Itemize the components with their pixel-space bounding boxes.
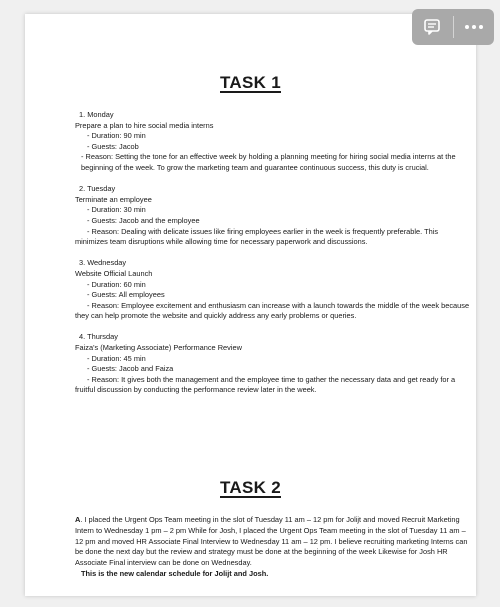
- day-1-reason: - Reason: Setting the tone for an effective week by holding a planning meeting for hiring social media interns at the beginning of the week. To grow the marketing team and guarantee continuous success, this duty is crucial.: [81, 152, 456, 172]
- day-2-number: 2. Tuesday: [79, 184, 116, 194]
- day-2-guests: - Guests: Jacob and the employee: [87, 215, 200, 225]
- day-3-duration: - Duration: 60 min: [87, 279, 146, 289]
- task2-paragraph-text: . I placed the Urgent Ops Team meeting in the slot of Tuesday 11 am – 12 pm for Jolijt and moved Recruit Marketing Intern to Wednesday 1 pm – 2 pm While for Josh, I placed the Urgent Ops Team meeting in the slot of Tuesday 11 am – 12 pm and moved HR Associate Final Interview to Wednesday 11 am – 12 pm. I believe recruiting marketing Interns can be done the next day but the review and strategy must be done at the beginning of the week Likewise for Josh HR Associate Final interview can be done on Wednesday.: [75, 515, 468, 568]
- day-4-duration: - Duration: 45 min: [87, 353, 146, 363]
- day-1-guests: - Guests: Jacob: [87, 141, 139, 151]
- day-2-title: Terminate an employee: [75, 194, 152, 204]
- day-1-title: Prepare a plan to hire social media interns: [75, 120, 214, 130]
- task2-closing: This is the new calendar schedule for Jolijt and Josh.: [81, 568, 269, 578]
- day-3-title: Website Official Launch: [75, 268, 153, 278]
- day-4-title: Faiza's (Marketing Associate) Performance Review: [75, 343, 242, 353]
- task1-heading: TASK 1: [220, 73, 281, 92]
- day-4-number: 4. Thursday: [79, 332, 118, 342]
- day-4-reason: - Reason: It gives both the management and the employee time to gather the necessary data and get ready for a fruitful discussion by conducting the performance review later in the week.: [75, 374, 456, 395]
- task2-heading: TASK 2: [220, 478, 281, 497]
- comment-button[interactable]: [412, 9, 453, 45]
- comment-icon: [423, 18, 441, 36]
- day-3-guests: - Guests: All employees: [87, 290, 165, 300]
- task1-list: [75, 110, 470, 396]
- floating-toolbar: [412, 9, 494, 45]
- day-4-guests: - Guests: Jacob and Faiza: [87, 364, 174, 374]
- task2-marker: A: [75, 515, 81, 524]
- day-2-reason: - Reason: Dealing with delicate issues like firing employees earlier in the week is frequently preferable. This minimizes team disruptions while allowing time for necessary paperwork and discussions.: [75, 226, 439, 247]
- day-2-duration: - Duration: 30 min: [87, 205, 146, 215]
- task2-paragraph: [75, 515, 470, 569]
- more-horizontal-icon: [464, 24, 484, 30]
- day-3-number: 3. Wednesday: [79, 258, 127, 268]
- day-1-duration: - Duration: 90 min: [87, 131, 146, 141]
- day-3-reason: - Reason: Employee excitement and enthusiasm can increase with a launch towards the middle of the week because they can help promote the website and quickly address any early problems or queries.: [75, 300, 470, 321]
- task2-content: [75, 515, 470, 580]
- more-options-button[interactable]: [453, 9, 494, 45]
- day-1-number: 1. Monday: [79, 110, 114, 119]
- document-page: [25, 14, 476, 596]
